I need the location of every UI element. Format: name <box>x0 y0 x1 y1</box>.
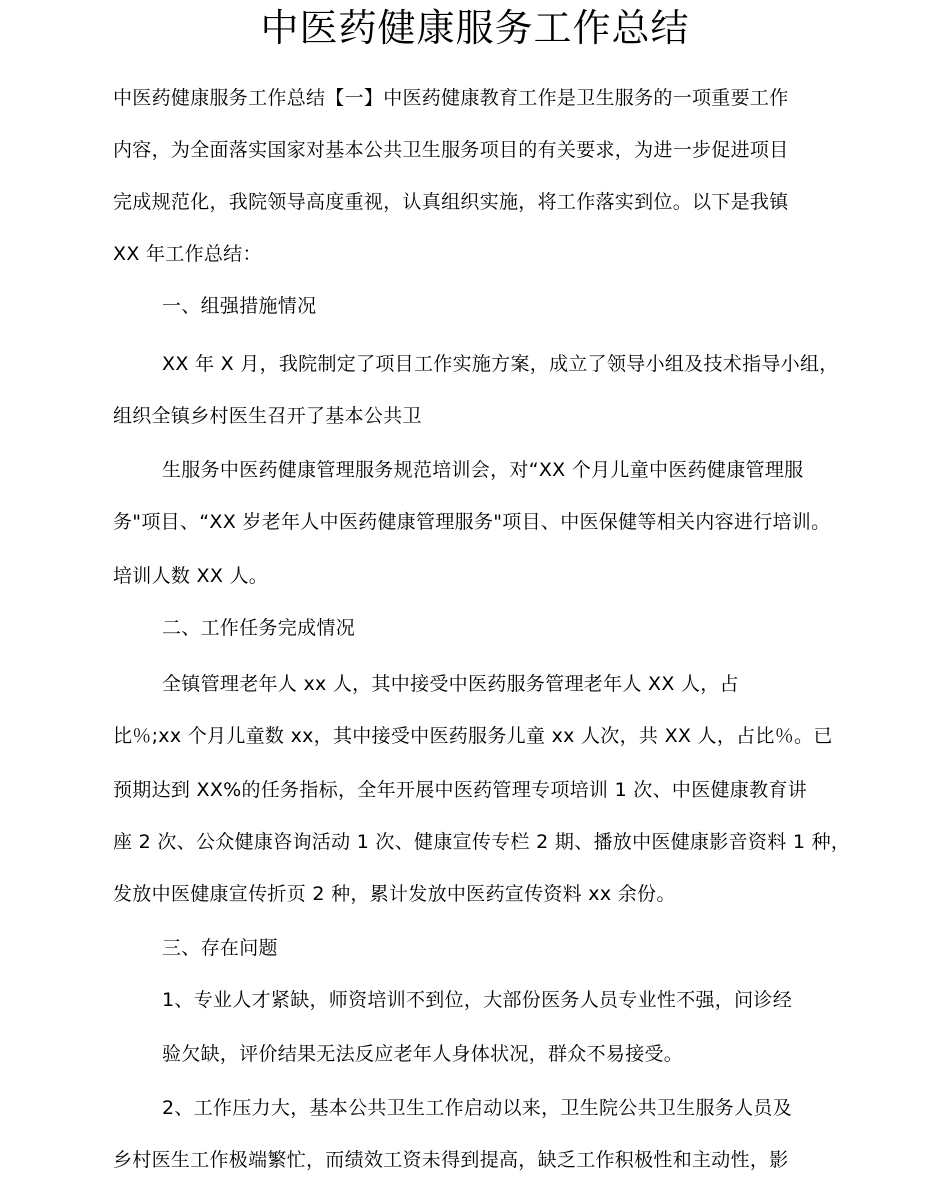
paragraph-line: 组织全镇乡村医生召开了基本公共卫 <box>113 405 422 427</box>
paragraph-line: 1、专业人才紧缺，师资培训不到位，大部份医务人员专业性不强，问诊经 <box>162 989 792 1011</box>
paragraph-line: 2、工作压力大，基本公共卫生工作启动以来，卫生院公共卫生服务人员及 <box>162 1097 792 1119</box>
paragraph-line: 中医药健康服务工作总结【一】中医药健康教育工作是卫生服务的一项重要工作 <box>113 87 789 109</box>
paragraph-line: 预期达到 XX%的任务指标，全年开展中医药管理专项培训 1 次、中医健康教育讲 <box>113 779 807 801</box>
paragraph-line: 座 2 次、公众健康咨询活动 1 次、健康宣传专栏 2 期、播放中医健康影音资料 1 种， <box>113 831 851 853</box>
paragraph-line: XX 年 X 月，我院制定了项目工作实施方案，成立了领导小组及技术指导小组， <box>162 353 839 375</box>
document-title: 中医药健康服务工作总结 <box>260 6 690 50</box>
paragraph-line: 全镇管理老年人 xx 人，其中接受中医药服务管理老年人 XX 人，占 <box>162 673 739 695</box>
section-heading: 二、工作任务完成情况 <box>162 617 356 639</box>
paragraph-line: 内容，为全面落实国家对基本公共卫生服务项目的有关要求，为进一步促进项目 <box>113 139 789 161</box>
paragraph-line: 完成规范化，我院领导高度重视，认真组织实施，将工作落实到位。以下是我镇 <box>113 191 789 213</box>
paragraph-line: 乡村医生工作极端繁忙，而绩效工资未得到提高，缺乏工作积极性和主动性，影 <box>113 1149 789 1171</box>
paragraph-line: 比％;xx 个月儿童数 xx，其中接受中医药服务儿童 xx 人次，共 XX 人，占比％。已 <box>113 725 833 747</box>
section-heading: 三、存在问题 <box>162 937 278 959</box>
paragraph-line: 生服务中医药健康管理服务规范培训会，对“XX 个月儿童中医药健康管理服 <box>162 459 804 481</box>
paragraph-line: 务"项目、“XX 岁老年人中医药健康管理服务"项目、中医保健等相关内容进行培训。 <box>113 511 831 533</box>
paragraph-line: XX 年工作总结： <box>113 243 262 265</box>
paragraph-line: 验欠缺，评价结果无法反应老年人身体状况，群众不易接受。 <box>162 1043 684 1065</box>
paragraph-line: 发放中医健康宣传折页 2 种，累计发放中医药宣传资料 xx 余份。 <box>113 883 676 905</box>
section-heading: 一、组强措施情况 <box>162 295 317 317</box>
paragraph-line: 培训人数 XX 人。 <box>113 565 269 587</box>
